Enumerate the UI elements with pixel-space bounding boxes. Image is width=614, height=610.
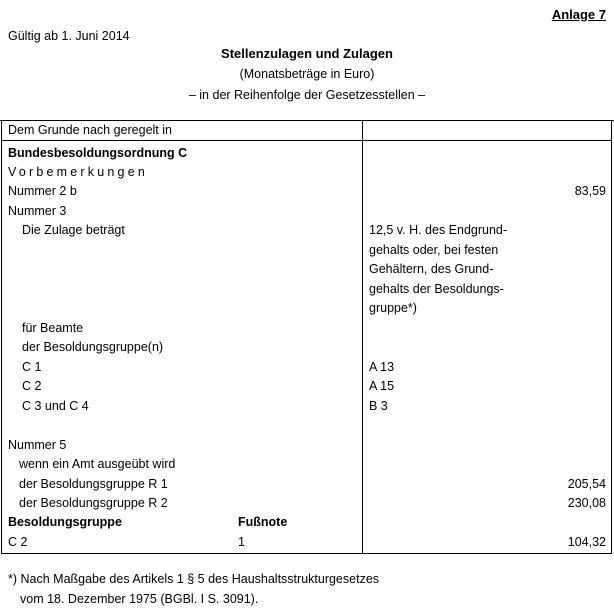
last-row-group: C 2: [8, 535, 28, 549]
nr5-r1-amount: 205,54: [567, 477, 606, 491]
section-heading: Bundesbesoldungsordnung C: [8, 146, 188, 160]
nr3-text-line: gehalts der Besoldungs-: [369, 282, 504, 296]
document-subtitle-order: – in der Reihenfolge der Gesetzesstellen –: [188, 88, 426, 102]
footnote-line-2: vom 18. Dezember 1975 (BGBl. I S. 3091).: [20, 592, 259, 606]
document-title: Stellenzulagen und Zulagen: [221, 46, 393, 61]
nr2b-amount: 83,59: [574, 184, 606, 198]
annex-label: Anlage 7: [551, 7, 606, 22]
nr3-value-c2: A 15: [369, 379, 395, 393]
nr3-value-c1: A 13: [369, 360, 395, 374]
nr3-group-c1: C 1: [22, 360, 42, 374]
column-heading-footnote: Fußnote: [238, 515, 288, 529]
document-subtitle: (Monatsbeträge in Euro): [239, 67, 375, 81]
nr3-text-line: gruppe*): [369, 301, 417, 315]
nr3-group-c3c4: C 3 und C 4: [22, 399, 89, 413]
table-header-divider: [1, 140, 612, 141]
nr3-text-line: Gehältern, des Grund-: [369, 262, 494, 276]
nr5-r2-amount: 230,08: [567, 496, 606, 510]
column-heading-group: Besoldungsgruppe: [8, 515, 122, 529]
nr5-r1-label: der Besoldungsgruppe R 1: [19, 477, 168, 491]
last-row-amount: 104,32: [567, 535, 606, 549]
nr3-group-c2: C 2: [22, 379, 42, 393]
nr3-label: Nummer 3: [8, 204, 67, 218]
last-row-footnote: 1: [238, 535, 245, 549]
nr3-value-c3c4: B 3: [369, 399, 388, 413]
nr3-for-officials: für Beamte: [22, 321, 84, 335]
footnote-line-1: *) Nach Maßgabe des Artikels 1 § 5 des Haushaltsstrukturgesetzes: [8, 572, 380, 586]
table-column-divider: [362, 120, 363, 554]
nr5-condition: wenn ein Amt ausgeübt wird: [19, 457, 176, 471]
nr5-r2-label: der Besoldungsgruppe R 2: [19, 496, 168, 510]
nr3-text-line: 12,5 v. H. des Endgrund-: [369, 223, 508, 237]
nr3-text-line: gehalts oder, bei festen: [369, 243, 499, 257]
nr5-label: Nummer 5: [8, 438, 67, 452]
nr3-of-group: der Besoldungsgruppe(n): [22, 340, 164, 354]
nr2b-label: Nummer 2 b: [8, 184, 77, 198]
table-header-left: Dem Grunde nach geregelt in: [8, 123, 172, 137]
valid-from-date: Gültig ab 1. Juni 2014: [8, 29, 130, 43]
preliminary-remarks-heading: Vorbemerkungen: [8, 165, 149, 179]
nr3-sublabel: Die Zulage beträgt: [22, 223, 125, 237]
